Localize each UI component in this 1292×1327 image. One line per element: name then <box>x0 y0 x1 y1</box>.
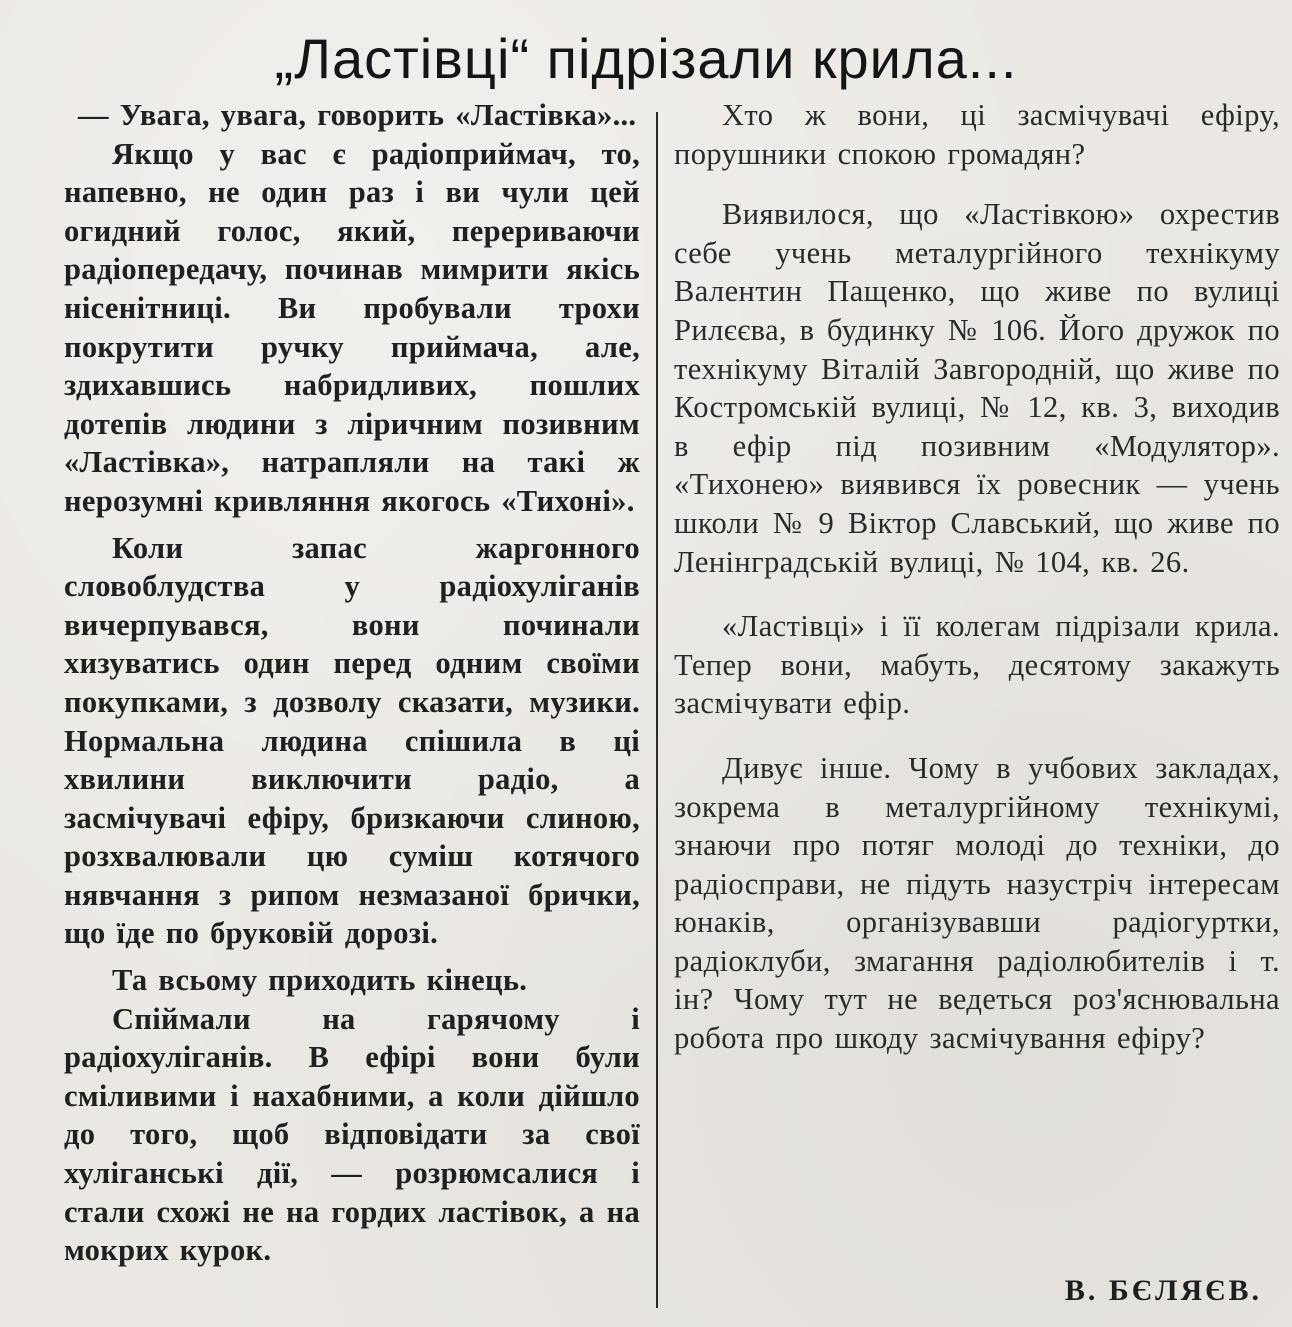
right-column <box>674 96 1280 1058</box>
column-divider <box>656 112 658 1308</box>
left-column <box>64 96 640 1270</box>
paragraph: Виявилося, що «Ластівкою» охрестив себе учень металургійного технікуму Валентин Пащенко, що живе по вулиці Рилєєва, в будинку № 106. Його дружок по технікуму Віталій Завгородній, що живе по Костромській вулиці, № 12, кв. 3, виходив в ефір під позивним «Модулятор». «Тихонею» виявився їх ровесник — учень школи № 9 Віктор Славський, що живе по Ленінградській вулиці, № 104, кв. 26. <box>674 197 1280 579</box>
paragraph: «Ластівці» і її колегам підрізали крила. Тепер вони, мабуть, десятому закажуть засмічувати ефір. <box>674 609 1280 721</box>
paragraph: Спіймали на гарячому і радіохуліганів. В ефірі вони були сміливими і нахабними, а коли дійшло до того, щоб відповідати за свої хуліганські дії, — розрюмсалися і стали схожі не на гордих ластівок, а на мокрих курок. <box>64 1001 640 1268</box>
paragraph: — Увага, увага, говорить «Ластівка»... <box>78 98 637 132</box>
paragraph: Якщо у вас є радіоприймач, то, напевно, не один раз і ви чули цей огидний голос, який, перериваючи радіопередачу, починав мимрити якісь нісенітниці. Ви пробували трохи покрутити ручку приймача, але, здихавшись набридливих, пошлих дотепів людини з ліричним позивним «Ластівка», натрапляли на такі ж нерозумні кривляння якогось «Тихоні». <box>64 136 640 518</box>
paragraph: Хто ж вони, ці засмічувачі ефіру, порушники спокою громадян? <box>674 98 1280 171</box>
author-signature: В. БЄЛЯЄВ. <box>1064 1274 1262 1307</box>
article-headline: „Ластівці“ підрізали крила... <box>274 27 1018 90</box>
paragraph: Коли запас жаргонного словоблудства у радіохуліганів вичерпувався, вони починали хизуватись один перед одним своїми покупками, з дозволу сказати, музики. Нормальна людина спішила в ці хвилини виключити радіо, а засмічувачі ефіру, бризкаючи слиною, розхвалювали цю суміш котячого нявчання з рипом незмазаної брички, що їде по бруковій дорозі. <box>64 530 640 951</box>
paragraph: Дивує інше. Чому в учбових закладах, зокрема в металургійному технікумі, знаючи про потяг молоді до техніки, до радіосправи, не підуть назустріч інтересам юнаків, організувавши радіогуртки, радіоклуби, змагання радіолюбителів і т. ін? Чому тут не ведеться роз'яснювальна робота про шкоду засмічування ефіру? <box>674 750 1280 1056</box>
paragraph: Та всьому приходить кінець. <box>112 963 528 998</box>
